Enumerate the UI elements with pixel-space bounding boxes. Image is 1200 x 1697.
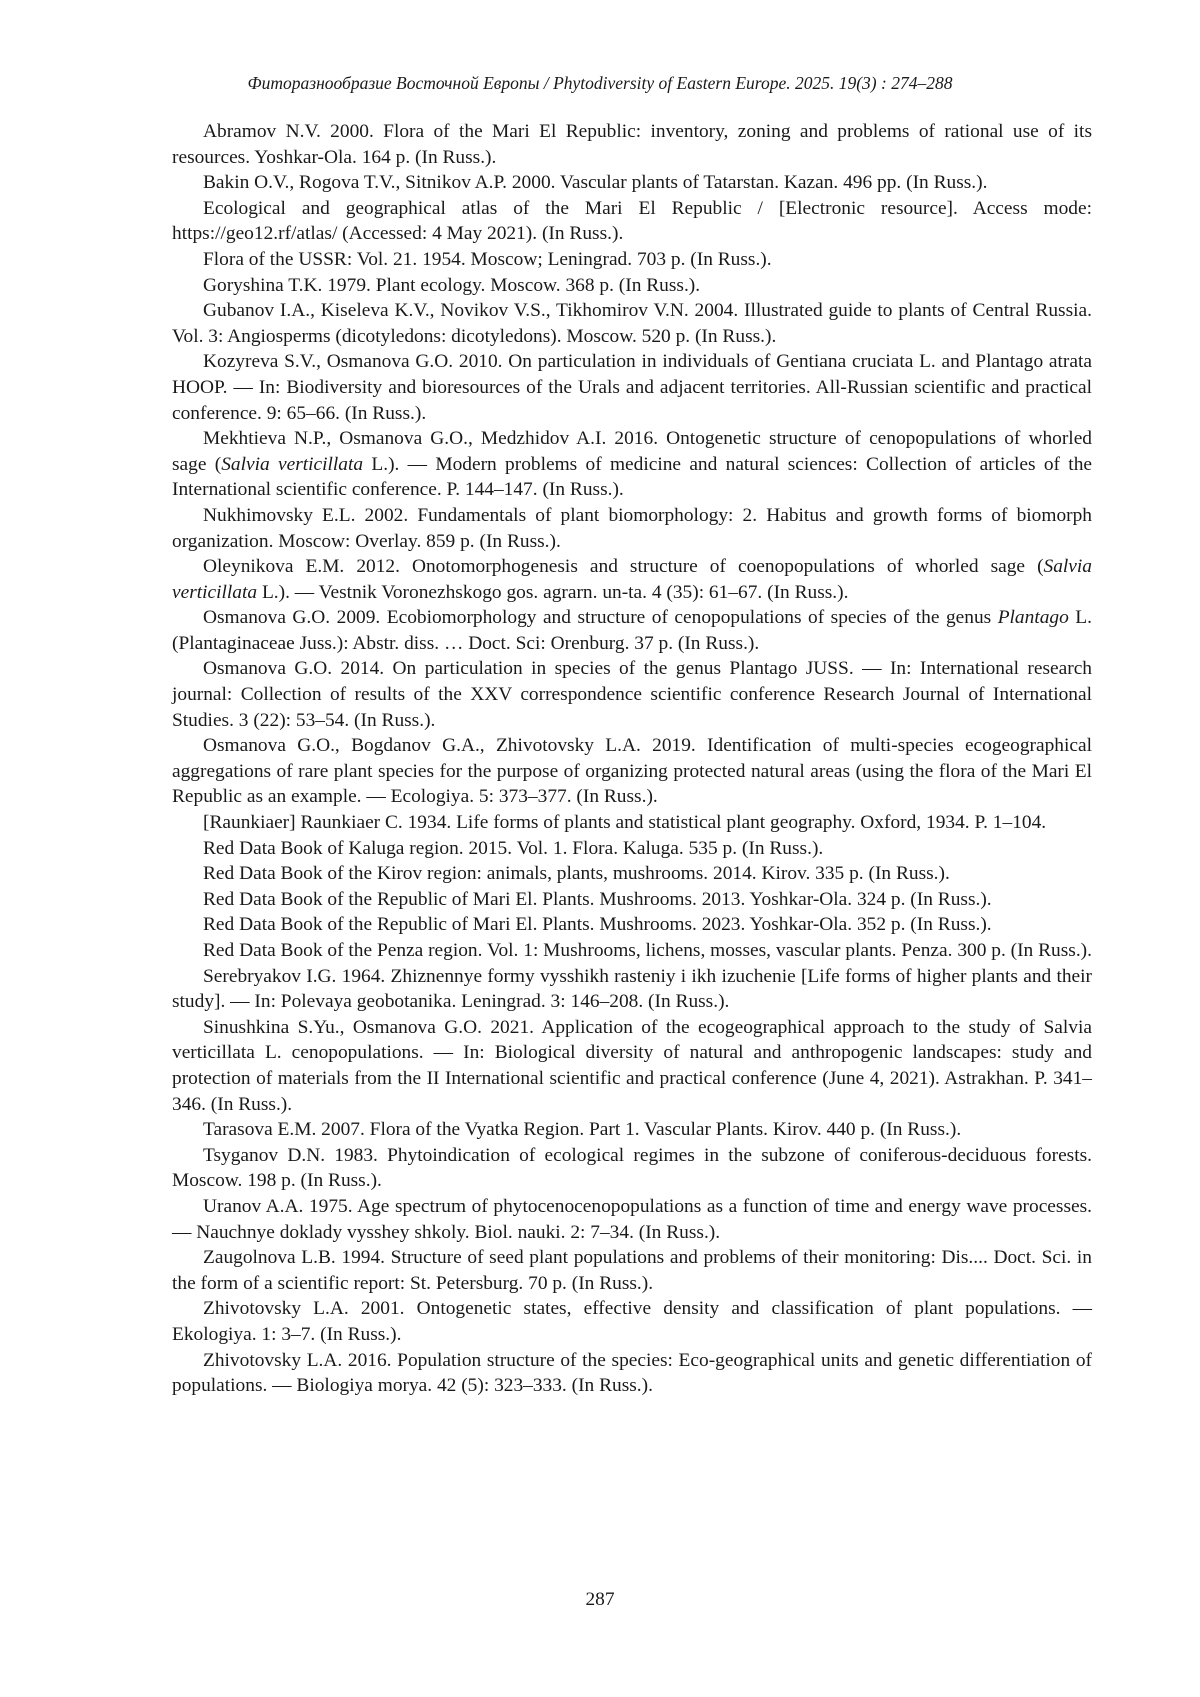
reference-entry xyxy=(172,503,1092,554)
reference-text: Sinushkina S.Yu., Osmanova G.O. 2021. Application of the ecogeographical approach to the study of Salvia verticillata L. cenopopulations. — In: Biological diversity of natural and anthropogenic landscapes: study and protection of materials from the II International scientific and practical conference (June 4, 2021). Astrakhan. P. 341–346. (In Russ.). xyxy=(172,1016,1092,1115)
reference-entry xyxy=(172,656,1092,733)
reference-italic-text: Salvia verticillata xyxy=(221,453,364,475)
reference-list xyxy=(172,119,1092,1399)
reference-entry xyxy=(172,349,1092,426)
running-header: Фиторазнообразие Восточной Европы / Phytodiversity of Eastern Europe. 2025. 19(3) : 274–288 xyxy=(247,73,953,93)
reference-entry xyxy=(172,964,1092,1015)
reference-text: Red Data Book of the Penza region. Vol. 1: Mushrooms, lichens, mosses, vascular plants. Penza. 300 p. (In Russ.). xyxy=(203,940,1092,961)
reference-text: Tsyganov D.N. 1983. Phytoindication of ecological regimes in the subzone of coniferous-deciduous forests. Moscow. 198 p. (In Russ.). xyxy=(172,1144,1092,1192)
reference-italic-text: Salvia verticillata xyxy=(172,556,1092,603)
reference-text: Uranov A.A. 1975. Age spectrum of phytocenocenopopulations as a function of time and energy wave processes. — Nauchnye doklady vysshey shkoly. Biol. nauki. 2: 7–34. (In Russ.). xyxy=(172,1195,1092,1243)
reference-text: Oleynikova E.M. 2012. Onotomorphogenesis and structure of coenopopulations of whorled sage ( xyxy=(203,556,1044,578)
reference-entry xyxy=(172,298,1092,349)
reference-text: L.). — Modern problems of medicine and natural sciences: Collection of articles of the International scientific conference. P. 144–147. (In Russ.). xyxy=(172,453,1092,501)
reference-italic-text: Plantago xyxy=(997,607,1069,629)
reference-entry xyxy=(172,912,1092,938)
reference-entry xyxy=(172,196,1092,247)
reference-entry xyxy=(172,605,1092,656)
reference-entry xyxy=(172,887,1092,913)
reference-text: [Raunkiaer] Raunkiaer C. 1934. Life forms of plants and statistical plant geography. Oxford, 1934. P. 1–104. xyxy=(203,812,1047,834)
reference-entry xyxy=(172,426,1092,503)
reference-entry xyxy=(172,1143,1092,1194)
reference-text: Bakin O.V., Rogova T.V., Sitnikov A.P. 2000. Vascular plants of Tatarstan. Kazan. 496 pp. (In Russ.). xyxy=(203,172,988,194)
reference-entry xyxy=(172,554,1092,605)
reference-text: Tarasova E.M. 2007. Flora of the Vyatka Region. Part 1. Vascular Plants. Kirov. 440 p. (In Russ.). xyxy=(203,1119,962,1141)
reference-text: Nukhimovsky E.L. 2002. Fundamentals of plant biomorphology: 2. Habitus and growth forms of biomorph organization. Moscow: Overlay. 859 p. (In Russ.). xyxy=(172,504,1092,552)
reference-text: Zhivotovsky L.A. 2016. Population structure of the species: Eco-geographical units and genetic differentiation of populations. — Biologiya morya. 42 (5): 323–333. (In Russ.). xyxy=(172,1349,1092,1397)
reference-text: Red Data Book of the Kirov region: animals, plants, mushrooms. 2014. Kirov. 335 p. (In Russ.). xyxy=(203,863,950,885)
reference-entry xyxy=(172,733,1092,810)
reference-text: Abramov N.V. 2000. Flora of the Mari El Republic: inventory, zoning and problems of rational use of its resources. Yoshkar-Ola. 164 p. (In Russ.). xyxy=(172,121,1092,168)
reference-entry xyxy=(172,273,1092,299)
reference-entry xyxy=(172,938,1092,964)
reference-entry xyxy=(172,1194,1092,1245)
reference-entry xyxy=(172,247,1092,273)
reference-text: Red Data Book of the Republic of Mari El. Plants. Mushrooms. 2013. Yoshkar-Ola. 324 p. (In Russ.). xyxy=(203,888,992,910)
reference-entry xyxy=(172,861,1092,887)
reference-text: Mekhtieva N.P., Osmanova G.O., Medzhidov A.I. 2016. Ontogenetic structure of cenopopulations of whorled sage ( xyxy=(172,428,1092,475)
reference-text: Kozyreva S.V., Osmanova G.O. 2010. On particulation in individuals of Gentiana cruciata L. and Plantago atrata HOOP. — In: Biodiversity and bioresources of the Urals and adjacent territories. All-Russian scientific and practical conference. 9: 65–66. (In Russ.). xyxy=(172,351,1092,424)
reference-entry xyxy=(172,1348,1092,1399)
reference-text: Serebryakov I.G. 1964. Zhiznennye formy vysshikh rasteniy i ikh izuchenie [Life forms of higher plants and their study]. — In: Polevaya geobotanika. Leningrad. 3: 146–208. (In Russ.). xyxy=(172,965,1092,1013)
reference-text: L.). — Vestnik Voronezhskogo gos. agrarn. un-ta. 4 (35): 61–67. (In Russ.). xyxy=(257,581,849,603)
reference-entry xyxy=(172,810,1092,836)
reference-text: L. (Plantaginaceae Juss.): Abstr. diss. … Doct. Sci: Orenburg. 37 p. (In Russ.). xyxy=(172,607,1092,654)
page-number: 287 xyxy=(585,1589,615,1610)
reference-text: Gubanov I.A., Kiseleva K.V., Novikov V.S., Tikhomirov V.N. 2004. Illustrated guide to plants of Central Russia. Vol. 3: Angiosperms (dicotyledons: dicotyledons). Moscow. 520 p. (In Russ.). xyxy=(172,300,1092,347)
reference-text: Ecological and geographical atlas of the Mari El Republic / [Electronic resource]. Access mode: https://geo12.rf/atlas/ (Accessed: 4 May 2021). (In Russ.). xyxy=(172,197,1092,245)
reference-entry xyxy=(172,170,1092,196)
reference-entry xyxy=(172,1117,1092,1143)
reference-text: Osmanova G.O. 2009. Ecobiomorphology and structure of cenopopulations of species of the genus xyxy=(203,607,998,629)
reference-entry xyxy=(172,119,1092,170)
reference-entry xyxy=(172,836,1092,862)
reference-text: Osmanova G.O., Bogdanov G.A., Zhivotovsky L.A. 2019. Identification of multi-species ecogeographical aggregations of rare plant species for the purpose of organizing protected natural areas (using the flora of the Mari El Republic as an example. — Ecologiya. 5: 373–377. (In Russ.). xyxy=(172,735,1092,808)
reference-text: Goryshina T.K. 1979. Plant ecology. Moscow. 368 p. (In Russ.). xyxy=(203,274,701,296)
reference-text: Osmanova G.O. 2014. On particulation in species of the genus Plantago JUSS. — In: International research journal: Collection of results of the XXV correspondence scientific conference Research Journal of International Studies. 3 (22): 53–54. (In Russ.). xyxy=(172,658,1092,731)
reference-text: Red Data Book of Kaluga region. 2015. Vol. 1. Flora. Kaluga. 535 p. (In Russ.). xyxy=(203,837,824,859)
reference-text: Zhivotovsky L.A. 2001. Ontogenetic states, effective density and classification of plant populations. — Ekologiya. 1: 3–7. (In Russ.). xyxy=(172,1298,1092,1345)
reference-text: Red Data Book of the Republic of Mari El. Plants. Mushrooms. 2023. Yoshkar-Ola. 352 p. (In Russ.). xyxy=(203,914,992,936)
reference-entry xyxy=(172,1245,1092,1296)
reference-text: Flora of the USSR: Vol. 21. 1954. Moscow; Leningrad. 703 p. (In Russ.). xyxy=(203,248,772,270)
reference-entry xyxy=(172,1296,1092,1347)
reference-entry xyxy=(172,1015,1092,1117)
reference-text: Zaugolnova L.B. 1994. Structure of seed plant populations and problems of their monitoring: Dis.... Doct. Sci. in the form of a scientific report: St. Petersburg. 70 p. (In Russ.). xyxy=(172,1247,1092,1294)
